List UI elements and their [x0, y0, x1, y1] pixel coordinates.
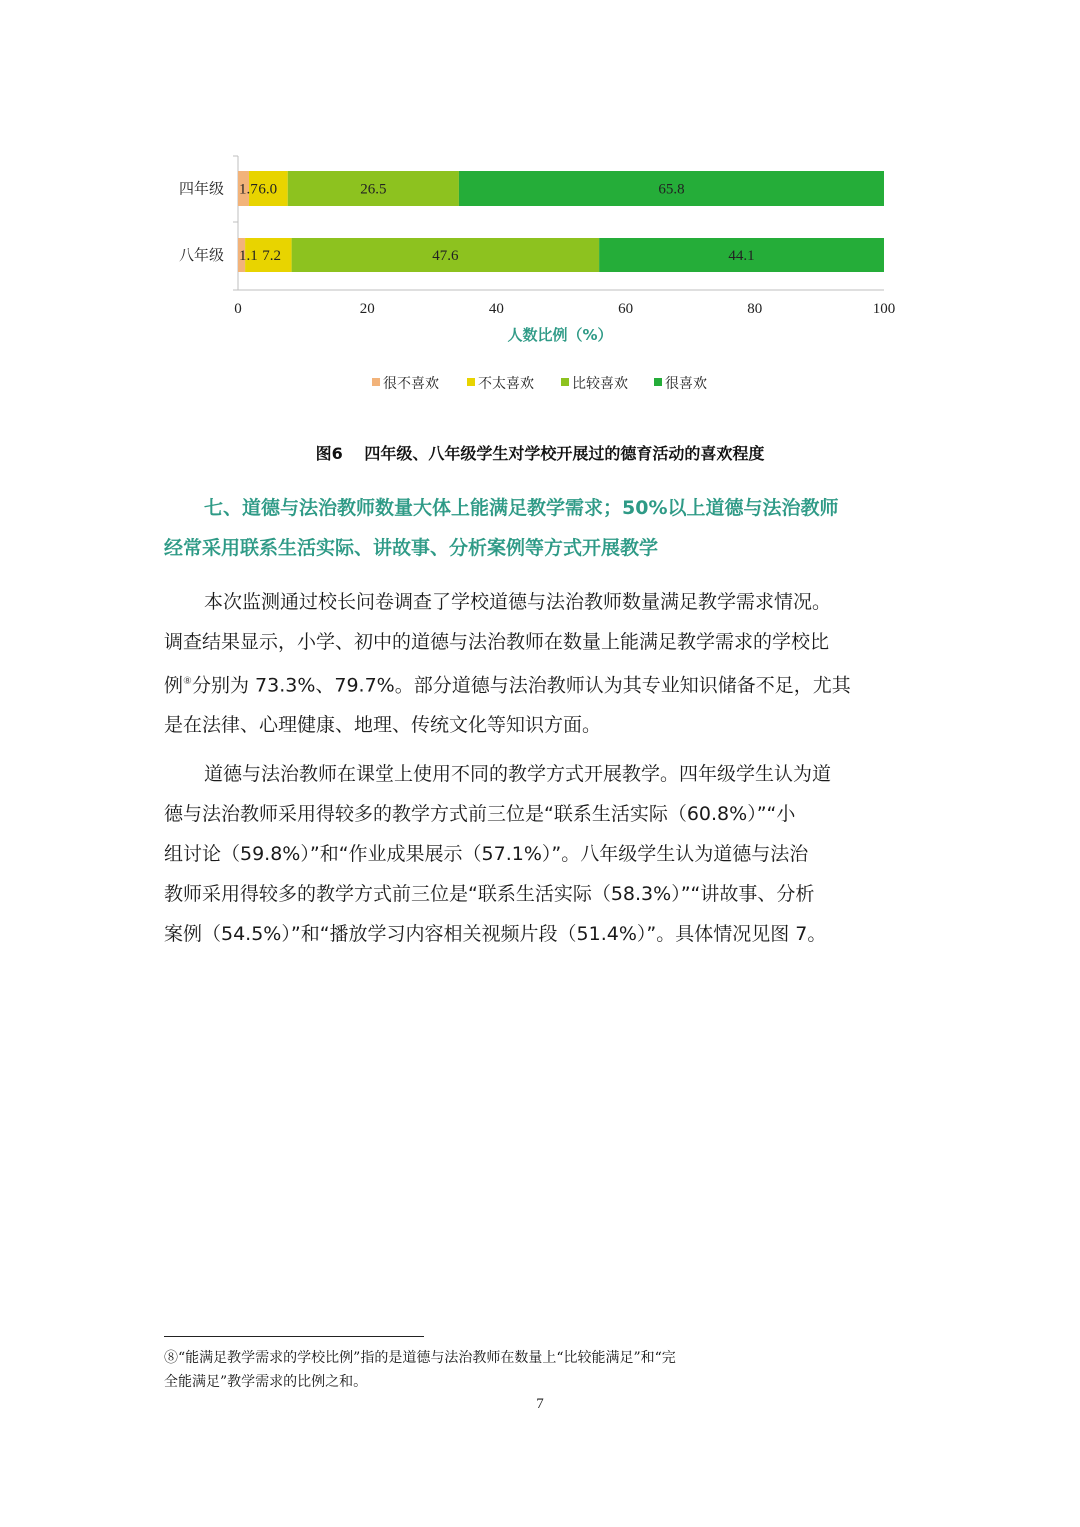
stacked-bar-chart: [0, 0, 1080, 420]
chart-bars: [238, 171, 884, 272]
legend-label: 比较喜欢: [572, 376, 628, 392]
bar-value-label: 47.6: [432, 248, 459, 264]
bar-value-label: 1.1: [239, 248, 258, 264]
section-heading-line2: 经常采用联系生活实际、讲故事、分析案例等方式开展教学: [164, 537, 659, 559]
paragraph-text: 分别为 73.3%、79.7%。部分道德与法治教师认为其专业知识储备不足，尤其: [191, 674, 851, 697]
paragraph-line: 是在法律、心理健康、地理、传统文化等知识方面。: [164, 714, 602, 737]
footnote-line: 全能满足”教学需求的比例之和。: [164, 1374, 368, 1390]
paragraph-2: [164, 754, 920, 954]
legend-swatch: [561, 378, 569, 386]
x-tick-label: 40: [488, 301, 504, 317]
x-tick-label: 20: [359, 301, 375, 317]
paragraph-text: 例: [164, 674, 184, 697]
x-tick-label: 100: [872, 301, 896, 317]
bar-value-label: 65.8: [658, 181, 685, 198]
bar-value-label: 26.5: [360, 181, 387, 198]
section-heading-line1: 七、道德与法治教师数量大体上能满足教学需求；50%以上道德与法治教师: [204, 497, 839, 519]
chart-category-labels: [179, 180, 224, 265]
legend-swatch: [467, 378, 475, 386]
footnote: [164, 1346, 924, 1394]
chart-legend: [372, 375, 707, 392]
legend-swatch: [654, 378, 662, 386]
paragraph-line: 组讨论（59.8%）”和“作业成果展示（57.1%）”。八年级学生认为道德与法治: [164, 843, 809, 865]
legend-label: 很喜欢: [665, 376, 707, 392]
figure-caption: [0, 441, 1080, 464]
paragraph-line: 调查结果显示，小学、初中的道德与法治教师在数量上能满足教学需求的学校比: [164, 631, 830, 653]
footnote-line: ⑧“能满足教学需求的学校比例”指的是道德与法治教师在数量上“比较能满足”和“完: [164, 1350, 676, 1366]
bar-value-label: 1.7: [239, 181, 258, 198]
legend-label: 不太喜欢: [478, 376, 534, 392]
legend-swatch: [372, 378, 380, 386]
chart-x-ticks: [234, 301, 895, 317]
category-label: 八年级: [178, 246, 224, 264]
x-tick-label: 60: [618, 301, 634, 317]
figure-number: 图6: [315, 444, 343, 463]
figure-title: 四年级、八年级学生对学校开展过的德育活动的喜欢程度: [364, 444, 765, 463]
footnote-reference[interactable]: ⑧: [183, 676, 192, 687]
x-tick-label: 0: [234, 301, 242, 317]
paragraph-line: [164, 662, 920, 705]
paragraph-line: 本次监测通过校长问卷调查了学校道德与法治教师数量满足教学需求情况。: [204, 591, 832, 613]
paragraph-1: [164, 582, 920, 745]
x-tick-label: 80: [747, 301, 763, 317]
category-label: 四年级: [178, 179, 224, 198]
paragraph-line: 案例（54.5%）”和“播放学习内容相关视频片段（51.4%）”。具体情况见图 7。: [164, 923, 827, 945]
page-number: 7: [536, 1396, 544, 1412]
paragraph-line: 道德与法治教师在课堂上使用不同的教学方式开展教学。四年级学生认为道: [204, 763, 832, 785]
bar-value-label: 44.1: [728, 248, 755, 264]
x-axis-title: 人数比例（%）: [507, 326, 613, 344]
footnote-divider: [164, 1336, 424, 1337]
bar-value-label: 6.0: [258, 181, 278, 198]
bar-value-label: 7.2: [262, 248, 281, 264]
paragraph-line: 教师采用得较多的教学方式前三位是“联系生活实际（58.3%）”“讲故事、分析: [164, 883, 815, 905]
paragraph-line: 德与法治教师采用得较多的教学方式前三位是“联系生活实际（60.8%）”“小: [164, 803, 796, 825]
legend-label: 很不喜欢: [383, 376, 439, 392]
section-heading: [164, 488, 924, 568]
